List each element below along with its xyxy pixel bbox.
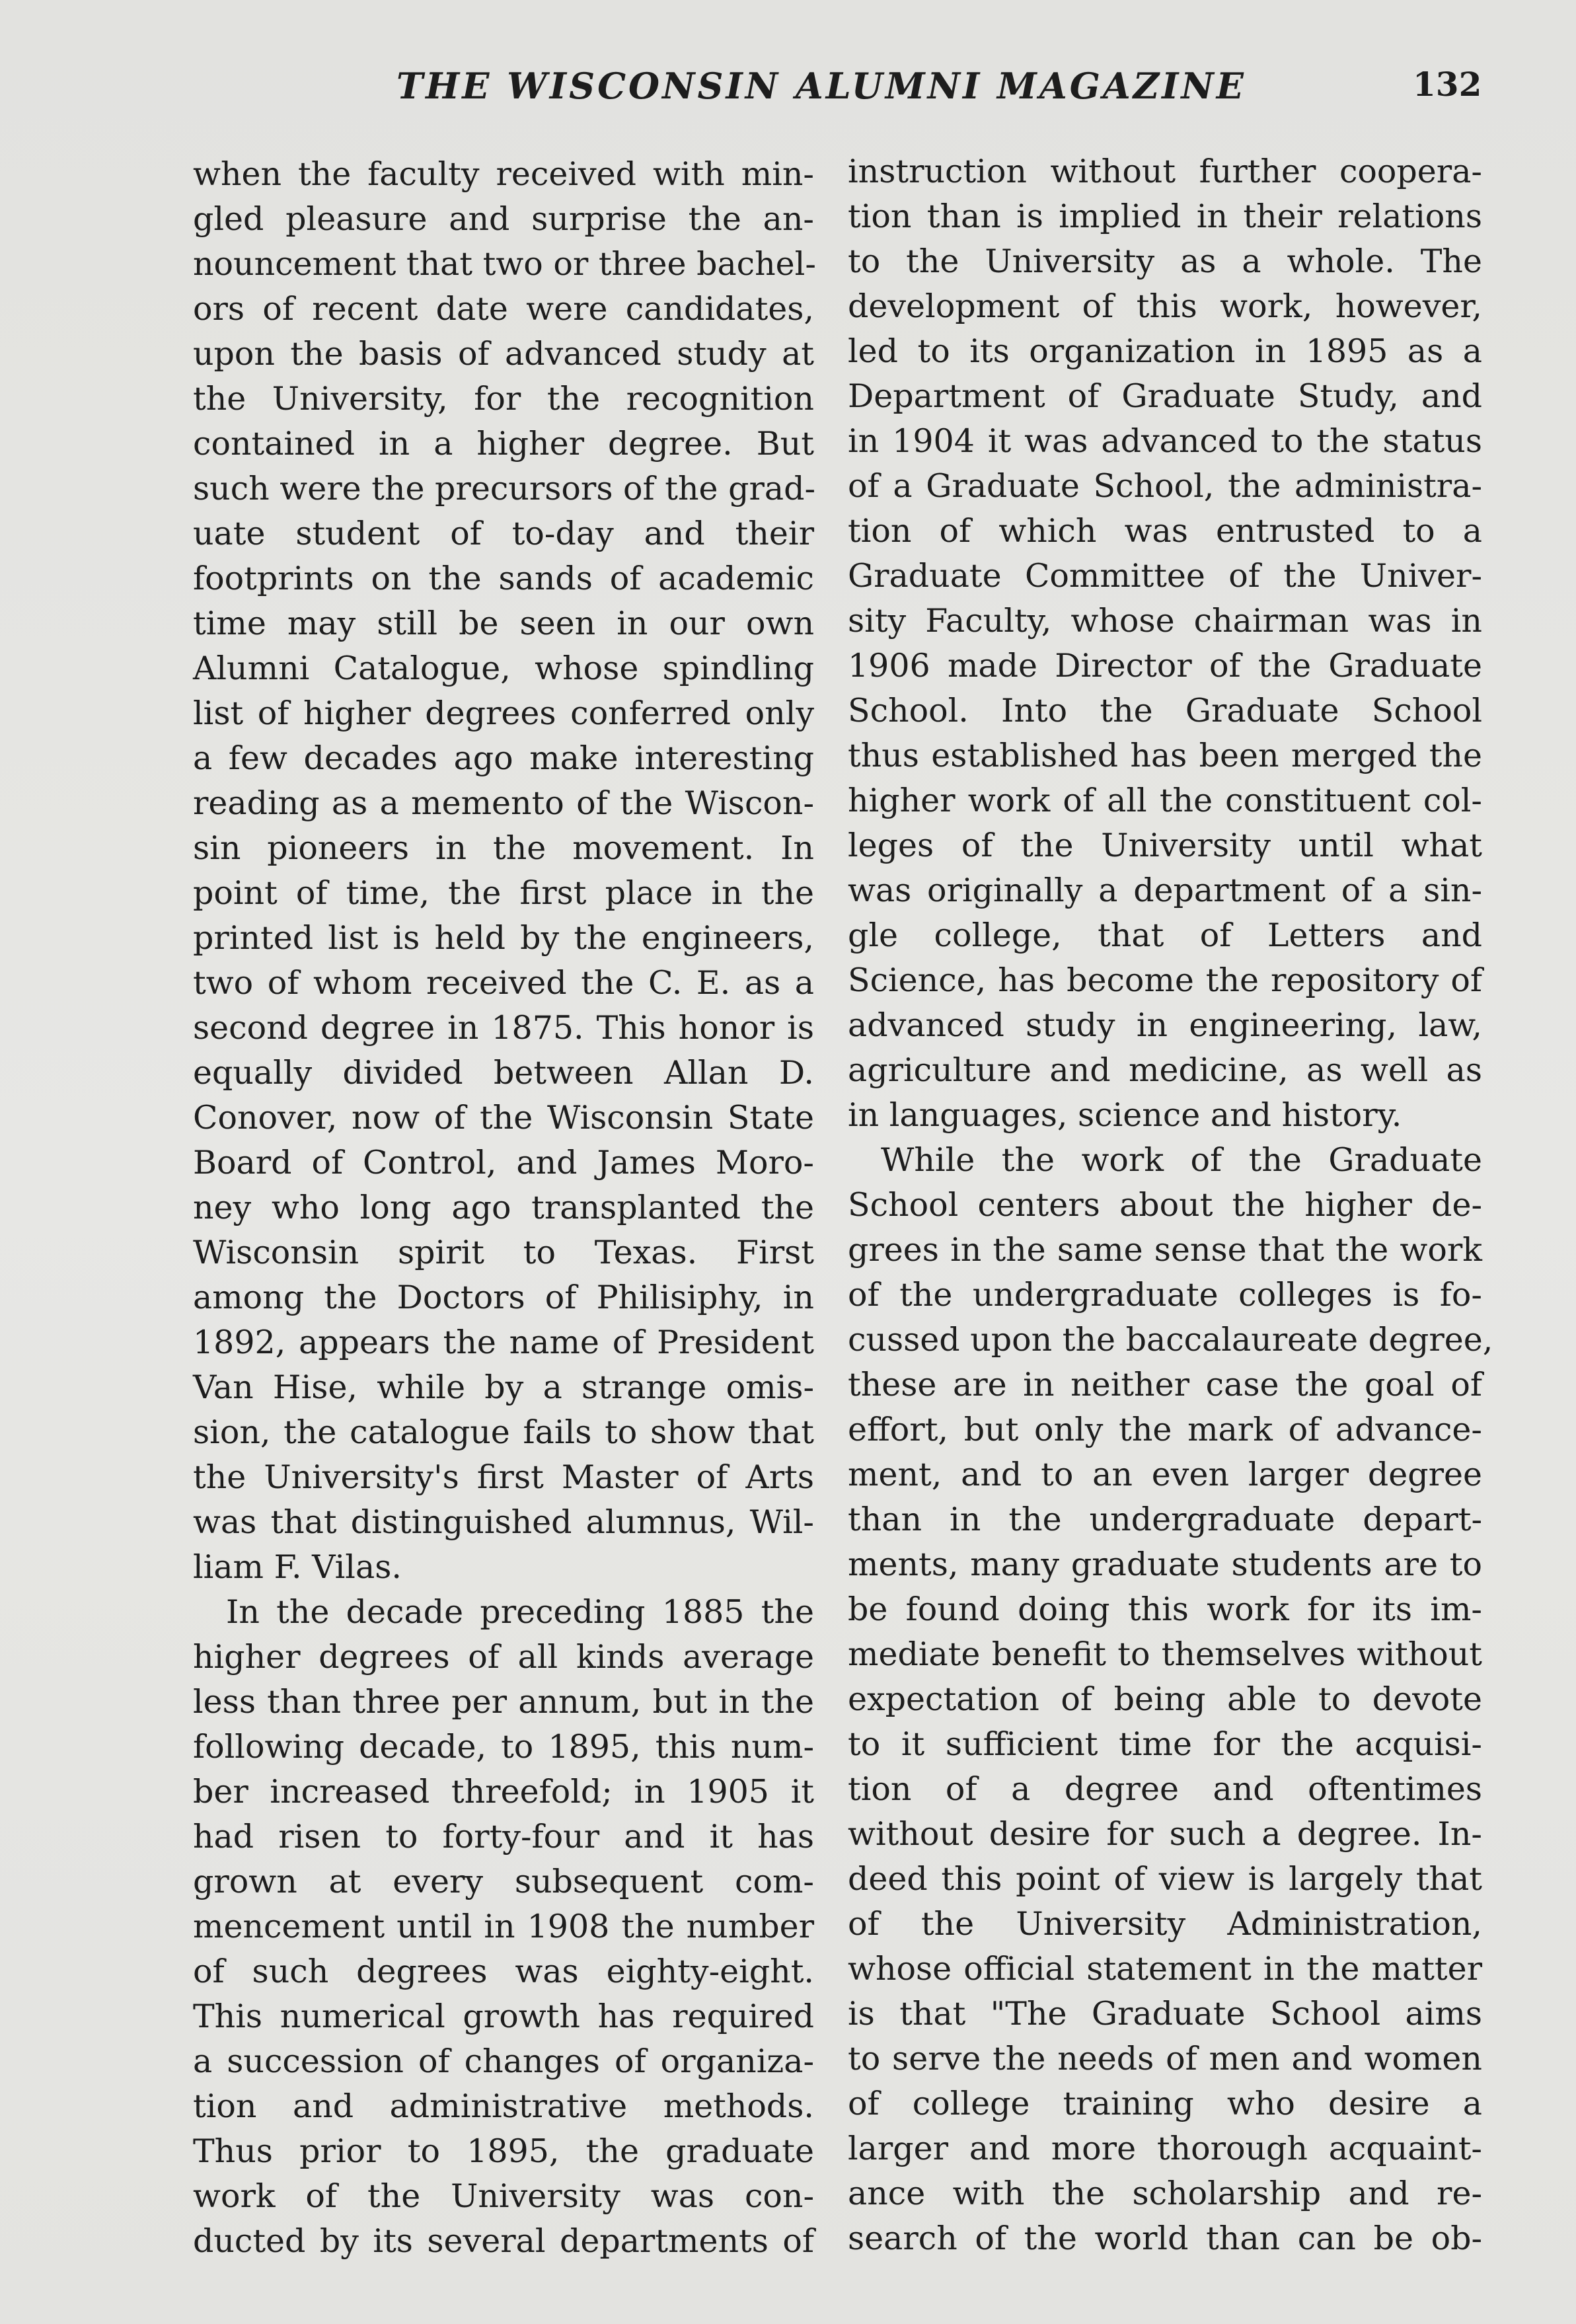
text-line: sion, the catalogue fails to show that xyxy=(193,1413,814,1451)
text-line: printed list is held by the engineers, xyxy=(193,919,814,957)
text-line: larger and more thorough acquaint- xyxy=(848,2130,1482,2167)
text-line: was originally a department of a sin- xyxy=(848,872,1482,909)
text-line: to serve the needs of men and women xyxy=(848,2040,1482,2078)
text-line: these are in neither case the goal of xyxy=(848,1366,1482,1404)
text-line: was that distinguished alumnus, Wil- xyxy=(193,1503,814,1541)
text-line: without desire for such a degree. In- xyxy=(848,1815,1482,1853)
text-line: tion and administrative methods. xyxy=(193,2087,814,2125)
paragraph-start-line: In the decade preceding 1885 the xyxy=(226,1593,814,1631)
text-line: Science, has become the repository of xyxy=(848,961,1482,999)
text-line: nouncement that two or three bachel- xyxy=(193,245,816,283)
text-line: reading as a memento of the Wiscon- xyxy=(193,784,814,822)
text-line: ber increased threefold; in 1905 it xyxy=(193,1773,814,1811)
text-line: when the faculty received with min- xyxy=(193,155,814,193)
text-line: School centers about the higher de- xyxy=(848,1186,1482,1224)
page-header xyxy=(0,65,1576,118)
text-line: higher degrees of all kinds average xyxy=(193,1638,814,1676)
text-line: advanced study in engineering, law, xyxy=(848,1006,1482,1044)
text-line: second degree in 1875. This honor is xyxy=(193,1009,814,1047)
text-line: ments, many graduate students are to xyxy=(848,1546,1482,1583)
text-line: to it sufficient time for the acquisi- xyxy=(848,1725,1482,1763)
text-line: a few decades ago make interesting xyxy=(193,739,814,777)
text-line: in 1904 it was advanced to the status xyxy=(848,422,1482,460)
text-line: tion of which was entrusted to a xyxy=(848,512,1482,550)
text-line: development of this work, however, xyxy=(848,287,1482,325)
text-line: among the Doctors of Philisiphy, in xyxy=(193,1279,814,1316)
text-line: gled pleasure and surprise the an- xyxy=(193,200,814,238)
text-line: is that "The Graduate School aims xyxy=(848,1995,1482,2033)
page-number: 132 xyxy=(1413,65,1482,104)
text-line: such were the precursors of the grad- xyxy=(193,470,816,507)
text-line: uate student of to-day and their xyxy=(193,515,814,552)
text-line: work of the University was con- xyxy=(193,2177,814,2215)
text-line: of college training who desire a xyxy=(848,2085,1482,2122)
text-line: led to its organization in 1895 as a xyxy=(848,332,1482,370)
text-line: gle college, that of Letters and xyxy=(848,917,1482,954)
text-line: two of whom received the C. E. as a xyxy=(193,964,814,1002)
text-line: grees in the same sense that the work xyxy=(848,1231,1482,1269)
paragraph-end-line: liam F. Vilas. xyxy=(193,1548,402,1586)
text-line: equally divided between Allan D. xyxy=(193,1054,814,1092)
text-line: of the undergraduate colleges is fo- xyxy=(848,1276,1482,1314)
text-line: ance with the scholarship and re- xyxy=(848,2175,1482,2212)
text-line: tion than is implied in their relations xyxy=(848,198,1482,235)
text-line: Van Hise, while by a strange omis- xyxy=(193,1368,814,1406)
text-line: Conover, now of the Wisconsin State xyxy=(193,1099,814,1137)
text-line: Board of Control, and James Moro- xyxy=(193,1144,814,1181)
text-line: 1892, appears the name of President xyxy=(193,1324,814,1361)
text-line: Thus prior to 1895, the graduate xyxy=(193,2132,814,2170)
text-line: contained in a higher degree. But xyxy=(193,425,814,463)
running-title: THE WISCONSIN ALUMNI MAGAZINE xyxy=(396,65,1246,107)
text-line: tion of a degree and oftentimes xyxy=(848,1770,1482,1808)
text-line: instruction without further coopera- xyxy=(848,153,1482,190)
text-line: the University's first Master of Arts xyxy=(193,1458,814,1496)
text-line: ment, and to an even larger degree xyxy=(848,1456,1482,1493)
text-line: whose official statement in the matter xyxy=(848,1950,1482,1988)
text-line: following decade, to 1895, this num- xyxy=(193,1728,814,1766)
text-line: Graduate Committee of the Univer- xyxy=(848,557,1482,595)
text-line: thus established has been merged the xyxy=(848,737,1482,774)
text-line: had risen to forty-four and it has xyxy=(193,1818,814,1855)
text-line: mencement until in 1908 the number xyxy=(193,1908,814,1945)
text-line: ducted by its several departments of xyxy=(193,2222,814,2260)
text-line: School. Into the Graduate School xyxy=(848,692,1482,730)
text-line: the University, for the recognition xyxy=(193,380,814,418)
text-line: cussed upon the baccalaureate degree, xyxy=(848,1321,1493,1359)
text-line: ney who long ago transplanted the xyxy=(193,1189,814,1226)
text-line: leges of the University until what xyxy=(848,827,1482,864)
right-column xyxy=(848,149,1493,2261)
text-line: to the University as a whole. The xyxy=(848,243,1482,280)
text-line: grown at every subsequent com- xyxy=(193,1863,814,1900)
text-line: list of higher degrees conferred only xyxy=(193,694,814,732)
text-line: 1906 made Director of the Graduate xyxy=(848,647,1482,685)
text-line: higher work of all the constituent col- xyxy=(848,782,1482,819)
text-line: of the University Administration, xyxy=(848,1905,1482,1943)
text-line: deed this point of view is largely that xyxy=(848,1860,1482,1898)
text-line: of a Graduate School, the administra- xyxy=(848,467,1482,505)
text-line: expectation of being able to devote xyxy=(848,1680,1482,1718)
paragraph-start-line: While the work of the Graduate xyxy=(881,1141,1482,1179)
text-line: less than three per annum, but in the xyxy=(193,1683,814,1721)
text-line: Wisconsin spirit to Texas. First xyxy=(193,1234,814,1271)
text-line: sity Faculty, whose chairman was in xyxy=(848,602,1482,640)
text-line: point of time, the first place in the xyxy=(193,874,814,912)
text-line: upon the basis of advanced study at xyxy=(193,335,814,373)
text-line: sin pioneers in the movement. In xyxy=(193,829,814,867)
text-line: This numerical growth has required xyxy=(193,1998,814,2035)
text-line: ors of recent date were candidates, xyxy=(193,290,814,328)
paragraph-end-line: in languages, science and history. xyxy=(848,1096,1402,1134)
text-line: a succession of changes of organiza- xyxy=(193,2043,814,2080)
text-line: Department of Graduate Study, and xyxy=(848,377,1482,415)
text-line: be found doing this work for its im- xyxy=(848,1591,1482,1628)
text-line: time may still be seen in our own xyxy=(193,605,814,642)
text-line: mediate benefit to themselves without xyxy=(848,1635,1482,1673)
text-line: effort, but only the mark of advance- xyxy=(848,1411,1482,1448)
text-line: search of the world than can be ob- xyxy=(848,2220,1482,2257)
text-line: Alumni Catalogue, whose spindling xyxy=(193,650,814,687)
text-line: agriculture and medicine, as well as xyxy=(848,1051,1482,1089)
text-line: than in the undergraduate depart- xyxy=(848,1501,1482,1538)
text-line: footprints on the sands of academic xyxy=(193,560,814,597)
left-column xyxy=(193,152,814,2264)
text-line: of such degrees was eighty-eight. xyxy=(193,1953,814,1990)
